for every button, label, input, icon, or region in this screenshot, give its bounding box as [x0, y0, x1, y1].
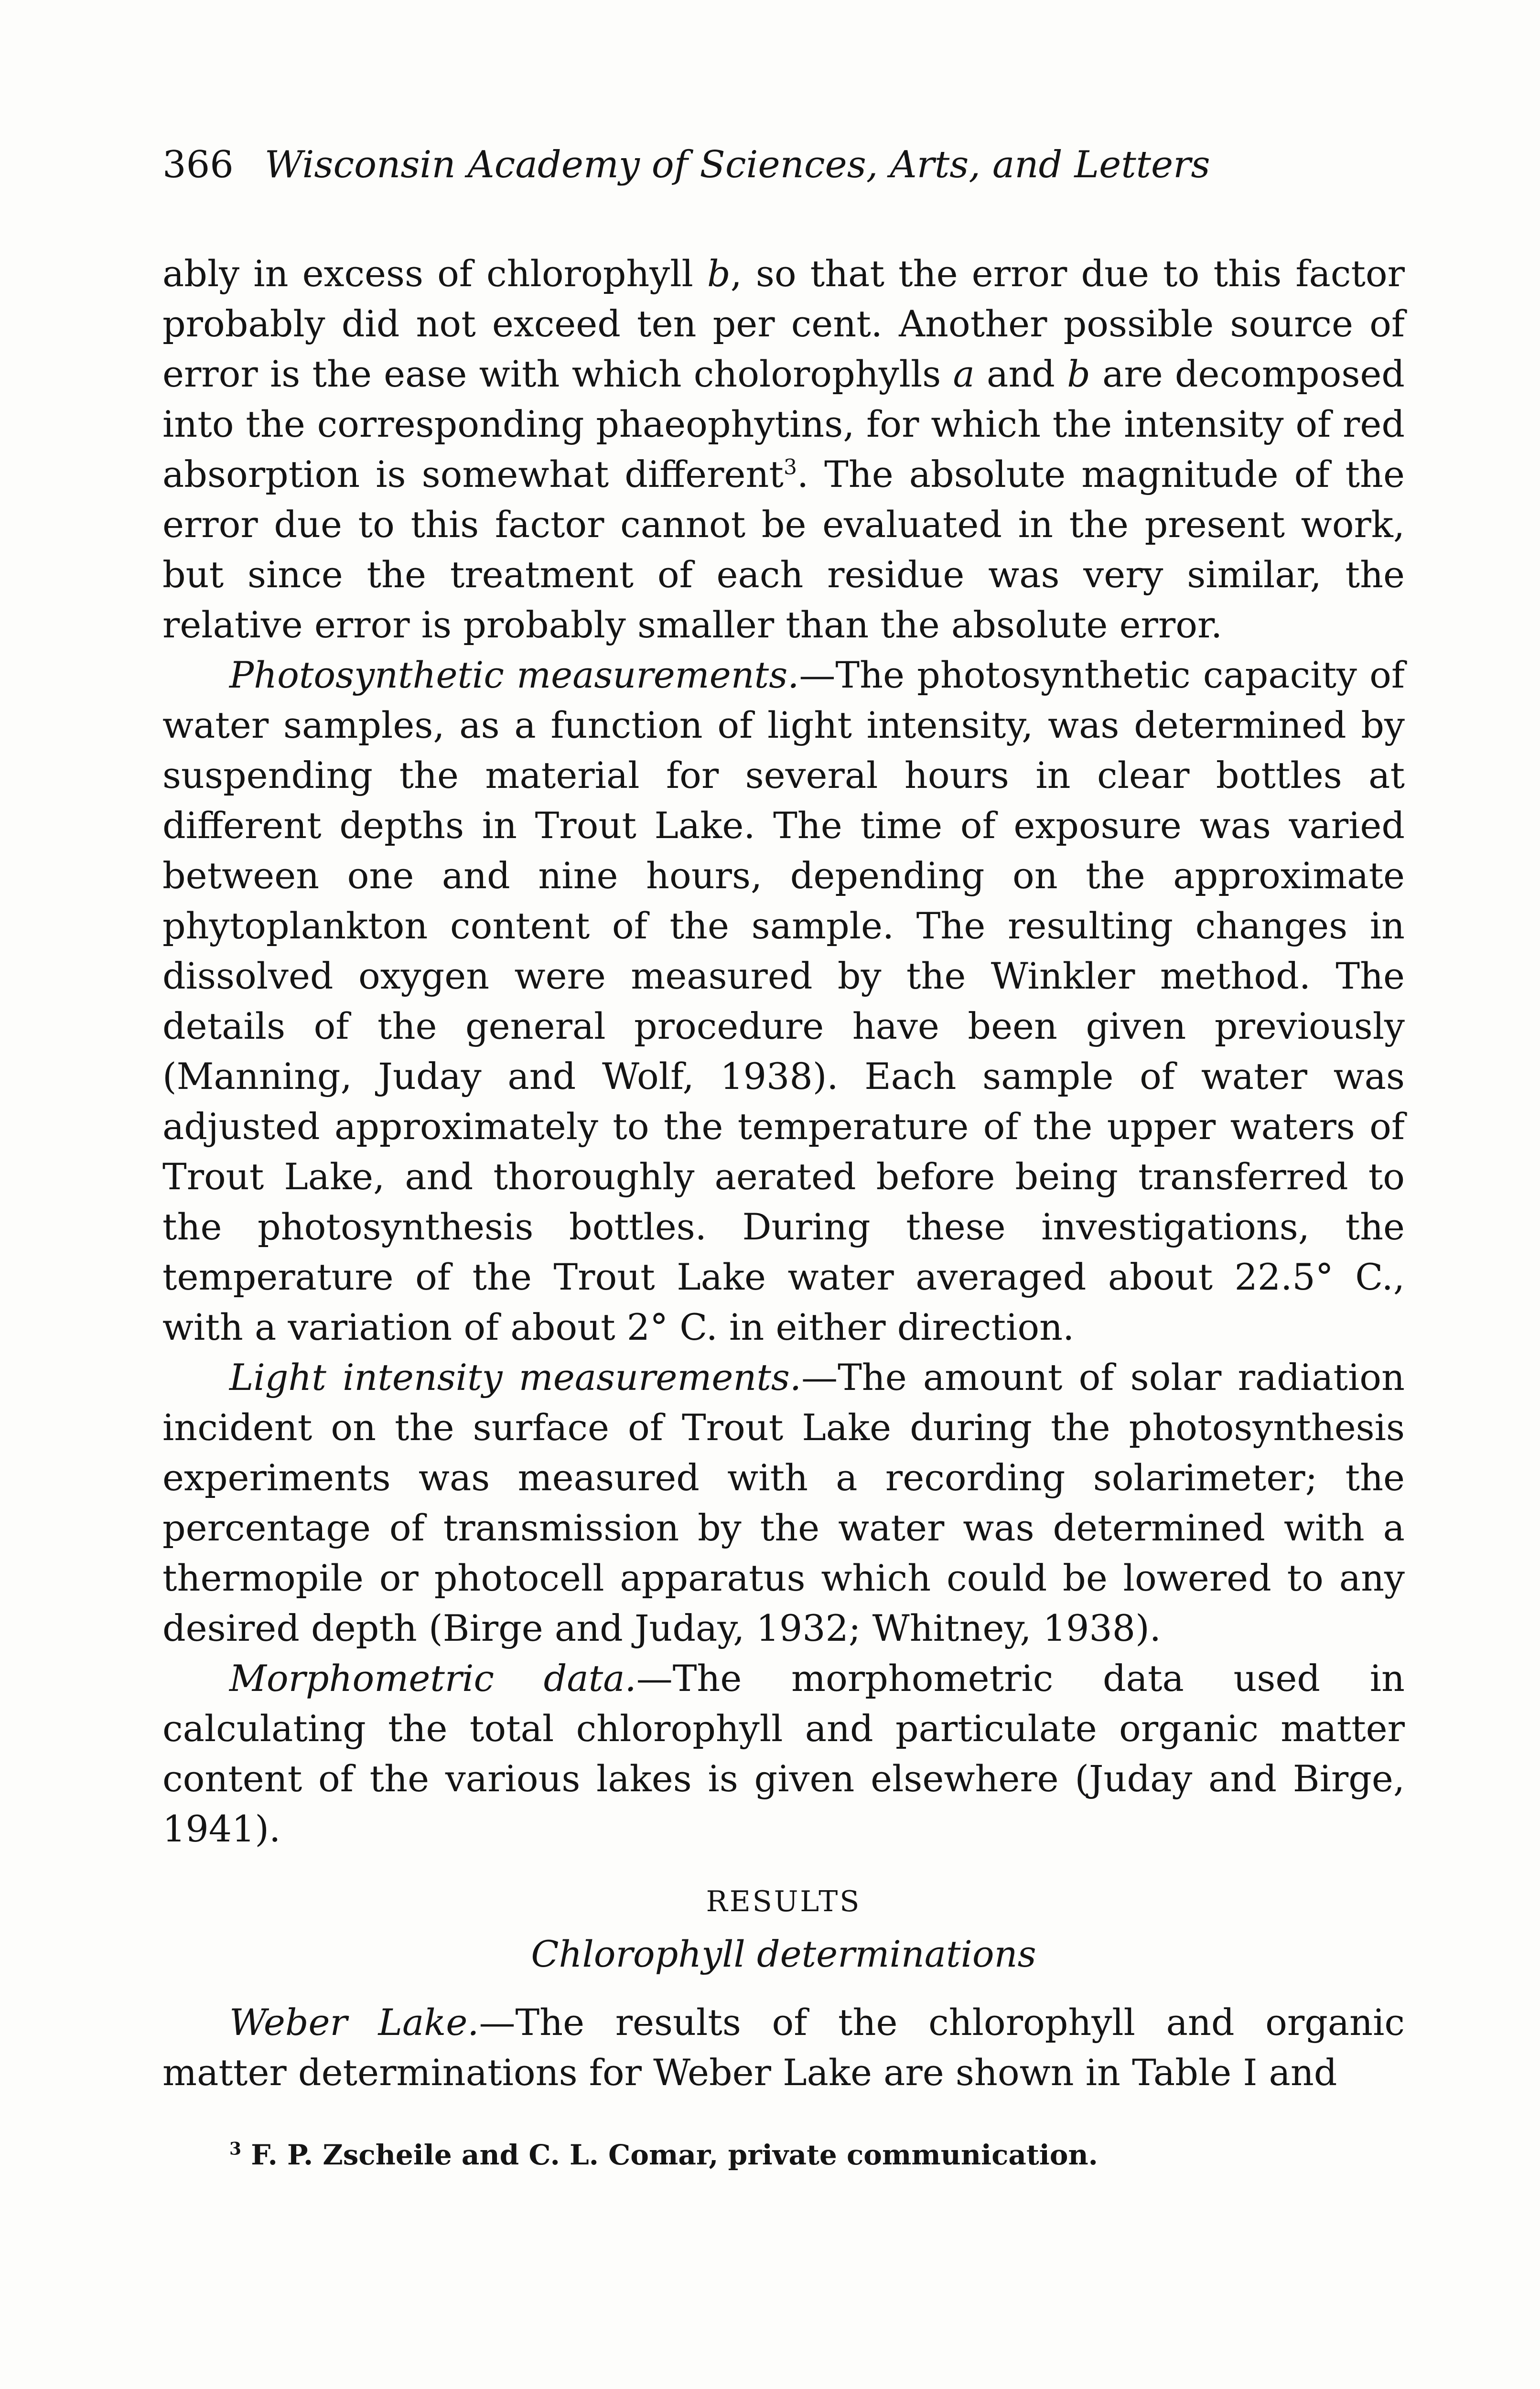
journal-title: Wisconsin Academy of Sciences, Arts, and Letters [264, 143, 1210, 186]
section-heading: RESULTS [706, 1885, 862, 1918]
paragraph-light-intensity: Light intensity measurements.—The amount of solar radiation incident on the surface of Trout Lake during the photosynthesis experiments was measured with a recording solarimeter; the percentage of transmission by the water was determined with a thermopile or photocell apparatus which could be lowered to any desired depth (Birge and Juday, 1932; Whitney, 1938). [162, 1356, 1405, 1649]
running-head [162, 139, 1405, 191]
section-subheading: Chlorophyll determinations [531, 1933, 1036, 1975]
run-in-heading: Morphometric data. [229, 1657, 636, 1700]
run-in-heading: Light intensity measurements. [229, 1356, 802, 1399]
paragraph-chlorophyll-error: ably in excess of chlorophyll b, so that the error due to this factor probably did not exceed ten per cent. Another possible source of error is the ease with which cholorophylls a and b are decomposed into the corresponding phaeophytins, for which the intensity of red absorption is somewhat different$^3$. The absolute magnitude of the error due to this factor cannot be evaluated in the present work, but since the treatment of each residue was very similar, the relative error is probably smaller than the absolute error. [162, 252, 1405, 646]
paragraph-weber-lake: Weber Lake.—The results of the chlorophyll and organic matter determinations for Weber Lake are shown in Table I and [162, 2001, 1405, 2094]
footnote-text: F. P. Zscheile and C. L. Comar, private communication. [251, 2139, 1098, 2171]
page [162, 139, 1405, 2174]
paragraph-photosynthetic-measurements: Photosynthetic measurements.—The photosynthetic capacity of water samples, as a function of light intensity, was determined by suspending the material for several hours in clear bottles at different depths in Trout Lake. The time of exposure was varied between one and nine hours, depending on the approximate phytoplankton content of the sample. The resulting changes in dissolved oxygen were measured by the Winkler method. The details of the general procedure have been given previously (Manning, Juday and Wolf, 1938). Each sample of water was adjusted approximately to the temperature of the upper waters of Trout Lake, and thoroughly aerated before being transferred to the photosynthesis bottles. During these investigations, the temperature of the Trout Lake water averaged about 22.5° C., with a variation of about 2° C. in either direction. [162, 654, 1405, 1348]
footnote-marker: 3 [229, 2139, 242, 2159]
footnote [162, 2136, 1405, 2174]
page-number: 366 [162, 143, 234, 186]
paragraph-morphometric-data: Morphometric data.—The morphometric data used in calculating the total chlorophyll and particulate organic matter content of the various lakes is given elsewhere (Juday and Birge, 1941). [162, 1657, 1405, 1850]
run-in-heading: Photosynthetic measurements. [229, 654, 799, 696]
footnote-reference: 3 [783, 455, 797, 480]
run-in-heading: Weber Lake. [229, 2001, 479, 2044]
